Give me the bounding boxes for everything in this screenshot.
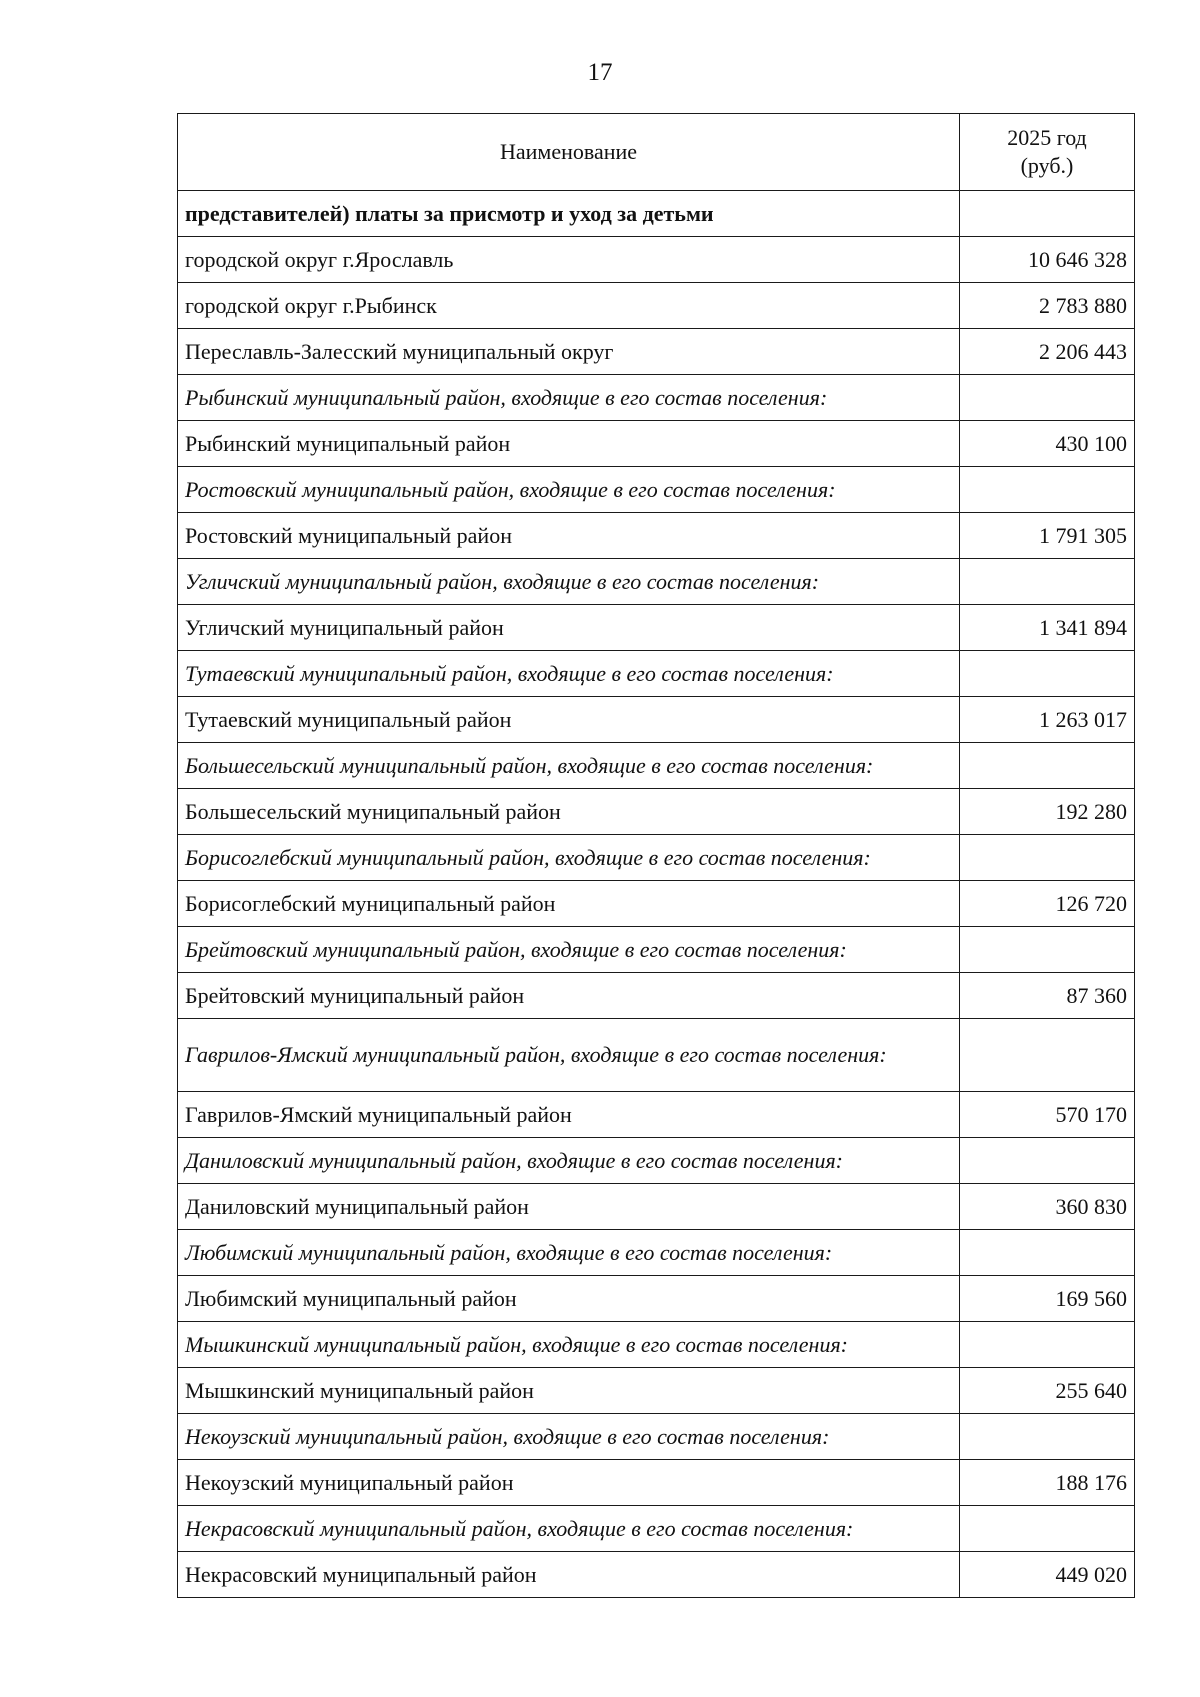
row-value-cell: 188 176 <box>960 1460 1135 1506</box>
table-row <box>178 1230 1135 1276</box>
table-row <box>178 283 1135 329</box>
row-name-cell: Некрасовский муниципальный район, входящие в его состав поселения: <box>178 1506 960 1552</box>
table-row <box>178 789 1135 835</box>
table-row <box>178 651 1135 697</box>
row-name-cell: Рыбинский муниципальный район <box>178 421 960 467</box>
row-name-cell: Гаврилов-Ямский муниципальный район, входящие в его состав поселения: <box>178 1019 960 1092</box>
table-row <box>178 1276 1135 1322</box>
row-name-cell: Борисоглебский муниципальный район, входящие в его состав поселения: <box>178 835 960 881</box>
table-row <box>178 1506 1135 1552</box>
row-value-cell <box>960 1138 1135 1184</box>
row-value-cell: 2 206 443 <box>960 329 1135 375</box>
row-value-cell <box>960 1322 1135 1368</box>
row-value-cell: 1 791 305 <box>960 513 1135 559</box>
row-value-cell: 1 341 894 <box>960 605 1135 651</box>
table-row <box>178 1368 1135 1414</box>
row-value-cell: 169 560 <box>960 1276 1135 1322</box>
row-value-cell: 570 170 <box>960 1092 1135 1138</box>
table-row <box>178 1092 1135 1138</box>
row-value-cell: 192 280 <box>960 789 1135 835</box>
row-value-cell <box>960 191 1135 237</box>
row-value-cell <box>960 835 1135 881</box>
row-name-cell: Некрасовский муниципальный район <box>178 1552 960 1598</box>
table-row <box>178 513 1135 559</box>
row-name-cell: Любимский муниципальный район, входящие в его состав поселения: <box>178 1230 960 1276</box>
row-name-cell: городской округ г.Ярославль <box>178 237 960 283</box>
table-row <box>178 927 1135 973</box>
row-value-cell: 449 020 <box>960 1552 1135 1598</box>
row-value-cell: 2 783 880 <box>960 283 1135 329</box>
row-name-cell: Мышкинский муниципальный район, входящие в его состав поселения: <box>178 1322 960 1368</box>
row-name-cell: Борисоглебский муниципальный район <box>178 881 960 927</box>
table-row <box>178 1460 1135 1506</box>
row-name-cell: Брейтовский муниципальный район <box>178 973 960 1019</box>
row-value-cell: 10 646 328 <box>960 237 1135 283</box>
row-name-cell: Гаврилов-Ямский муниципальный район <box>178 1092 960 1138</box>
table-row <box>178 421 1135 467</box>
row-value-cell <box>960 559 1135 605</box>
table-row <box>178 375 1135 421</box>
row-name-cell: Тутаевский муниципальный район, входящие в его состав поселения: <box>178 651 960 697</box>
table-row <box>178 559 1135 605</box>
table-row <box>178 1138 1135 1184</box>
row-name-cell: Мышкинский муниципальный район <box>178 1368 960 1414</box>
row-value-cell <box>960 743 1135 789</box>
table-body <box>178 191 1135 1598</box>
table-row <box>178 1184 1135 1230</box>
table-row <box>178 973 1135 1019</box>
table-row <box>178 1322 1135 1368</box>
row-name-cell: Угличский муниципальный район <box>178 605 960 651</box>
row-name-cell: Большесельский муниципальный район <box>178 789 960 835</box>
row-name-cell: Некоузский муниципальный район, входящие в его состав поселения: <box>178 1414 960 1460</box>
table-row <box>178 467 1135 513</box>
table-header-row <box>178 114 1135 191</box>
row-name-cell: Даниловский муниципальный район, входящие в его состав поселения: <box>178 1138 960 1184</box>
table-row <box>178 1019 1135 1092</box>
table-row <box>178 743 1135 789</box>
column-header-name: Наименование <box>178 114 960 191</box>
row-value-cell: 87 360 <box>960 973 1135 1019</box>
row-value-cell: 255 640 <box>960 1368 1135 1414</box>
row-name-cell: Большесельский муниципальный район, входящие в его состав поселения: <box>178 743 960 789</box>
table-row <box>178 1552 1135 1598</box>
row-value-cell <box>960 1230 1135 1276</box>
row-value-cell: 430 100 <box>960 421 1135 467</box>
table-row <box>178 881 1135 927</box>
row-name-cell: Тутаевский муниципальный район <box>178 697 960 743</box>
row-value-cell <box>960 1019 1135 1092</box>
table-row <box>178 237 1135 283</box>
row-value-cell <box>960 375 1135 421</box>
table-row <box>178 835 1135 881</box>
table-row <box>178 191 1135 237</box>
row-name-cell: Угличский муниципальный район, входящие в его состав поселения: <box>178 559 960 605</box>
column-header-value <box>960 114 1135 191</box>
page-number: 17 <box>587 59 613 86</box>
row-value-cell <box>960 467 1135 513</box>
row-value-cell: 1 263 017 <box>960 697 1135 743</box>
table-row <box>178 697 1135 743</box>
row-name-cell: Переславль-Залесский муниципальный округ <box>178 329 960 375</box>
row-value-cell <box>960 1414 1135 1460</box>
row-name-cell: Рыбинский муниципальный район, входящие в его состав поселения: <box>178 375 960 421</box>
table-row <box>178 1414 1135 1460</box>
row-value-cell <box>960 651 1135 697</box>
row-name-cell: представителей) платы за присмотр и уход за детьми <box>178 191 960 237</box>
row-name-cell: Даниловский муниципальный район <box>178 1184 960 1230</box>
column-header-value-year: 2025 год <box>1007 125 1087 150</box>
row-name-cell: Ростовский муниципальный район <box>178 513 960 559</box>
row-name-cell: Брейтовский муниципальный район, входящие в его состав поселения: <box>178 927 960 973</box>
table-row <box>178 329 1135 375</box>
row-value-cell <box>960 927 1135 973</box>
table-row <box>178 605 1135 651</box>
row-value-cell: 360 830 <box>960 1184 1135 1230</box>
budget-table <box>177 113 1135 1598</box>
row-name-cell: Некоузский муниципальный район <box>178 1460 960 1506</box>
row-value-cell: 126 720 <box>960 881 1135 927</box>
row-name-cell: Ростовский муниципальный район, входящие в его состав поселения: <box>178 467 960 513</box>
row-name-cell: Любимский муниципальный район <box>178 1276 960 1322</box>
row-name-cell: городской округ г.Рыбинск <box>178 283 960 329</box>
row-value-cell <box>960 1506 1135 1552</box>
column-header-value-unit: (руб.) <box>1020 153 1074 178</box>
